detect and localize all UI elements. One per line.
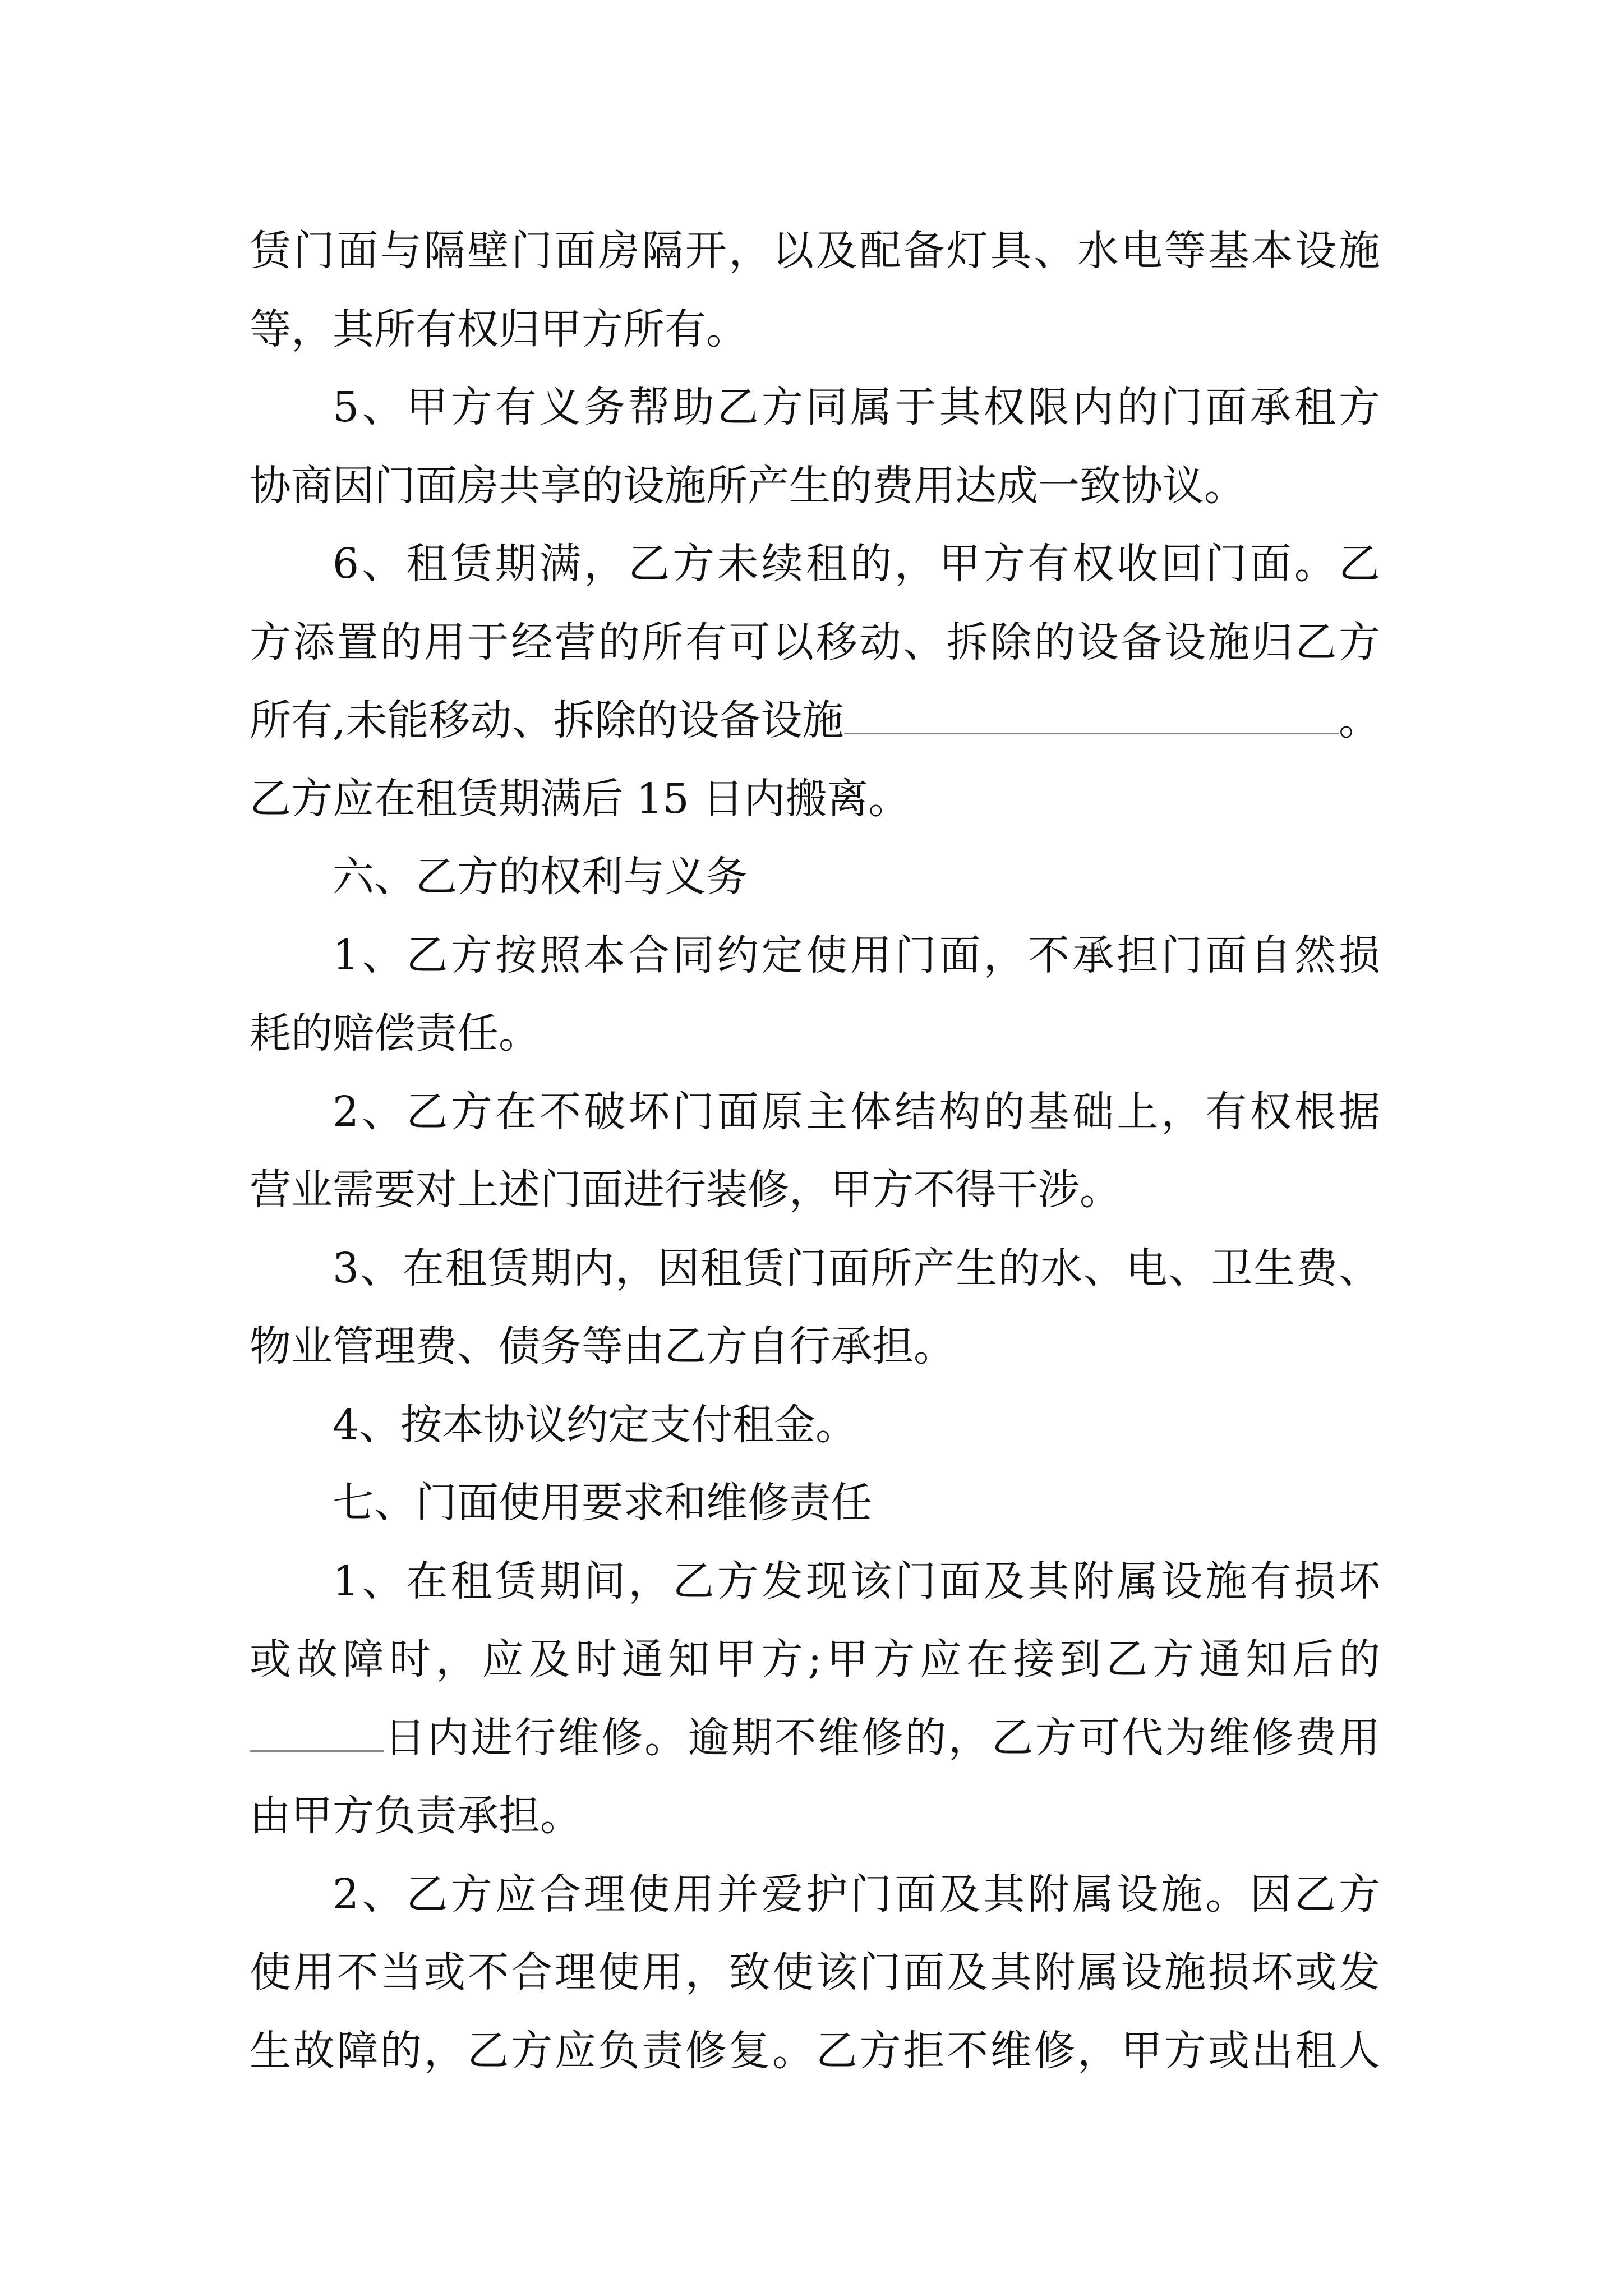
text-line: 物业管理费、债务等由乙方自行承担。 — [250, 1322, 955, 1370]
text-line: 4、按本协议约定支付租金。 — [333, 1400, 857, 1449]
text-line: 5、甲方有义务帮助乙方同属于其权限内的门面承租方 — [333, 383, 1380, 431]
fill-in-blank — [844, 695, 1339, 734]
text-line: 协商因门面房共享的设施所产生的费用达成一致协议。 — [250, 461, 1246, 510]
text-line: 七、门面使用要求和维修责任 — [333, 1479, 872, 1527]
text-line: 耗的赔偿责任。 — [250, 1009, 540, 1057]
text-line — [250, 682, 1380, 760]
text-line — [250, 1699, 1380, 1778]
text-line: 营业需要对上述门面进行装修，甲方不得干涉。 — [250, 1166, 1121, 1214]
text-line: 方添置的用于经营的所有可以移动、拆除的设备设施归乙方 — [250, 618, 1380, 666]
line-text-before-blank: 所有,未能移动、拆除的设备设施 — [250, 696, 844, 744]
line-text-after-blank: 日内进行维修。逾期不维修的，乙方可代为维修费用 — [384, 1713, 1380, 1762]
text-line: 1、乙方按照本合同约定使用门面，不承担门面自然损 — [333, 931, 1380, 979]
text-line: 乙方应在租赁期满后 15 日内搬离。 — [250, 774, 910, 823]
text-line: 由甲方负责承担。 — [250, 1792, 582, 1840]
text-line: 3、在租赁期内，因租赁门面所产生的水、电、卫生费、 — [333, 1244, 1380, 1292]
text-line: 1、在租赁期间，乙方发现该门面及其附属设施有损坏 — [333, 1557, 1380, 1605]
text-line: 2、乙方在不破坏门面原主体结构的基础上，有权根据 — [333, 1087, 1380, 1136]
text-line: 生故障的，乙方应负责修复。乙方拒不维修，甲方或出租人 — [250, 2026, 1380, 2075]
fill-in-blank — [250, 1713, 384, 1752]
text-line: 2、乙方应合理使用并爱护门面及其附属设施。因乙方 — [333, 1870, 1380, 1918]
document-body — [250, 212, 1380, 2090]
text-line: 六、乙方的权利与义务 — [333, 853, 748, 901]
text-line: 使用不当或不合理使用，致使该门面及其附属设施损坏或发 — [250, 1948, 1380, 1996]
text-line: 6、租赁期满，乙方未续租的，甲方有权收回门面。乙 — [333, 540, 1380, 588]
text-line: 赁门面与隔壁门面房隔开，以及配备灯具、水电等基本设施 — [250, 227, 1380, 275]
text-line: 等，其所有权归甲方所有。 — [250, 305, 748, 353]
line-text-after-blank: 。 — [1339, 696, 1380, 744]
text-line: 或故障时，应及时通知甲方;甲方应在接到乙方通知后的 — [250, 1635, 1380, 1683]
